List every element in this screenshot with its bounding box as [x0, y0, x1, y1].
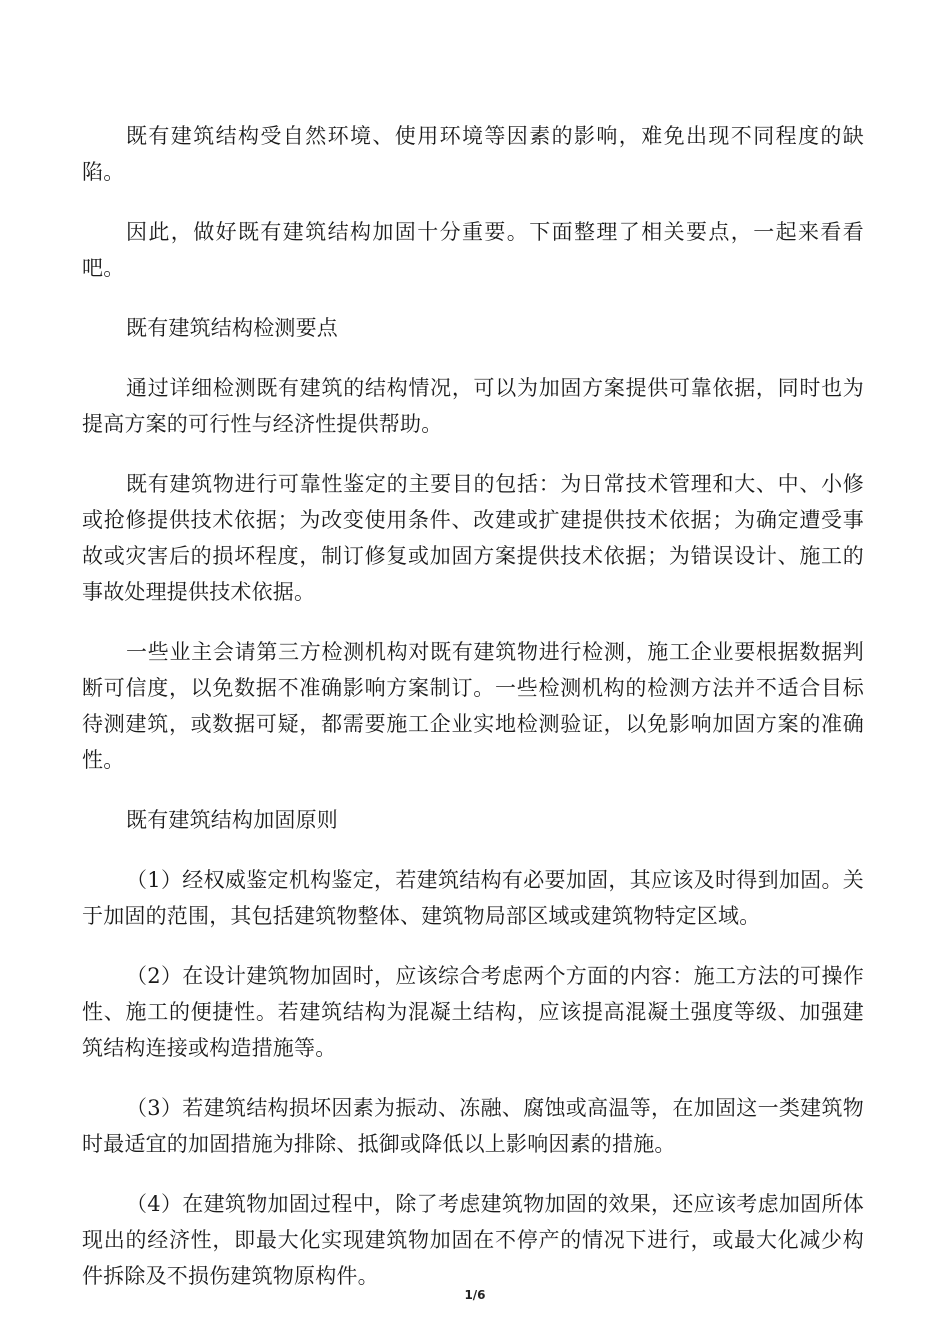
principle-item-1: （1）经权威鉴定机构鉴定，若建筑结构有必要加固，其应该及时得到加固。关于加固的范围，其包括建筑物整体、建筑物局部区域或建筑物特定区域。 [82, 868, 864, 928]
section-heading-inspection: 既有建筑结构检测要点 [126, 316, 338, 340]
section-heading-principles: 既有建筑结构加固原则 [126, 808, 338, 832]
principle-item-3: （3）若建筑结构损坏因素为振动、冻融、腐蚀或高温等，在加固这一类建筑物时最适宜的加固措施为排除、抵御或降低以上影响因素的措施。 [82, 1096, 864, 1156]
page-number: 1/6 [464, 1288, 486, 1302]
principle-item-4: （4）在建筑物加固过程中，除了考虑建筑物加固的效果，还应该考虑加固所体现出的经济性，即最大化实现建筑物加固在不停产的情况下进行，或最大化减少构件拆除及不损伤建筑物原构件。 [82, 1192, 864, 1288]
paragraph-inspection-2: 既有建筑物进行可靠性鉴定的主要目的包括：为日常技术管理和大、中、小修或抢修提供技术依据；为改变使用条件、改建或扩建提供技术依据；为确定遭受事故或灾害后的损坏程度，制订修复或加固方案提供技术依据；为错误设计、施工的事故处理提供技术依据。 [82, 472, 864, 604]
principle-item-2: （2）在设计建筑物加固时，应该综合考虑两个方面的内容：施工方法的可操作性、施工的便捷性。若建筑结构为混凝土结构，应该提高混凝土强度等级、加强建筑结构连接或构造措施等。 [82, 964, 864, 1060]
paragraph-intro: 既有建筑结构受自然环境、使用环境等因素的影响，难免出现不同程度的缺陷。 [82, 124, 864, 184]
paragraph-intro-2: 因此，做好既有建筑结构加固十分重要。下面整理了相关要点，一起来看看吧。 [82, 220, 864, 280]
paragraph-inspection-1: 通过详细检测既有建筑的结构情况，可以为加固方案提供可靠依据，同时也为提高方案的可行性与经济性提供帮助。 [82, 376, 864, 436]
paragraph-inspection-3: 一些业主会请第三方检测机构对既有建筑物进行检测，施工企业要根据数据判断可信度，以免数据不准确影响方案制订。一些检测机构的检测方法并不适合目标待测建筑，或数据可疑，都需要施工企业实地检测验证，以免影响加固方案的准确性。 [82, 640, 864, 772]
document-body [82, 118, 864, 1318]
